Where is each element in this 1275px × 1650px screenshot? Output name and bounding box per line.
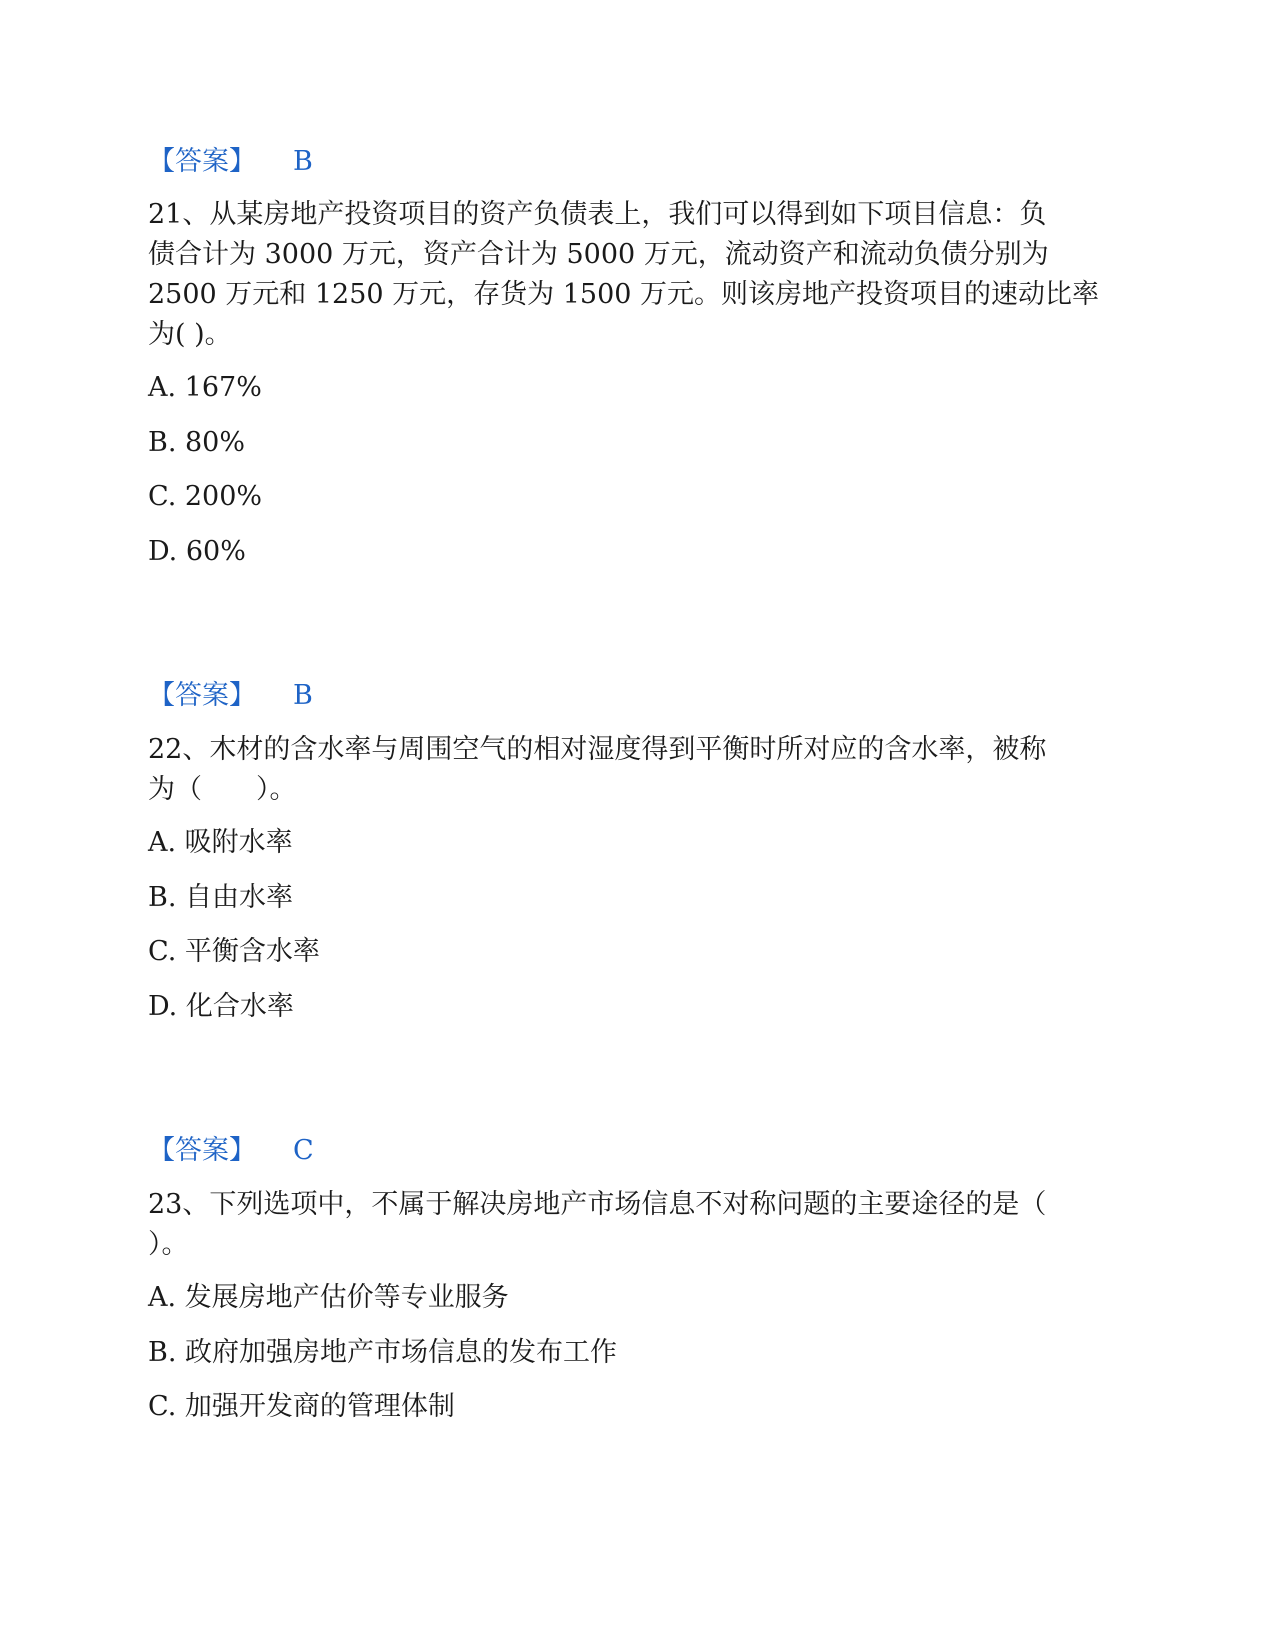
answer-value: B (293, 146, 313, 177)
option-a: A. 167% (148, 372, 262, 403)
question-22-line-2: 为（ ）。 (148, 774, 297, 805)
question-21-line-2: 债合计为 3000 万元，资产合计为 5000 万元，流动资产和流动负债分别为 (148, 239, 1049, 270)
question-21-line-3: 2500 万元和 1250 万元，存货为 1500 万元。则该房地产投资项目的速动比率 (148, 279, 1100, 310)
option-c: C. 加强开发商的管理体制 (148, 1391, 455, 1422)
option-b: B. 自由水率 (148, 882, 294, 913)
option-c: C. 平衡含水率 (148, 936, 320, 967)
question-23-line-1: 23、下列选项中，不属于解决房地产市场信息不对称问题的主要途径的是（ (148, 1189, 1047, 1220)
option-d: D. 60% (148, 536, 246, 567)
option-d: D. 化合水率 (148, 991, 294, 1022)
option-c: C. 200% (148, 481, 263, 512)
option-b: B. 政府加强房地产市场信息的发布工作 (148, 1337, 618, 1368)
answer-value: C (293, 1135, 314, 1166)
question-21-line-4: 为( )。 (148, 319, 232, 350)
question-21-line-1: 21、从某房地产投资项目的资产负债表上，我们可以得到如下项目信息：负 (148, 199, 1047, 230)
option-a: A. 发展房地产估价等专业服务 (148, 1282, 509, 1313)
answer-label: 【答案】 (148, 1135, 256, 1166)
answer-value: B (293, 680, 313, 711)
answer-label: 【答案】 (148, 146, 256, 177)
option-a: A. 吸附水率 (148, 827, 293, 858)
question-23-line-2: ）。 (148, 1229, 189, 1260)
question-22-line-1: 22、木材的含水率与周围空气的相对湿度得到平衡时所对应的含水率，被称 (148, 734, 1047, 765)
answer-label: 【答案】 (148, 680, 256, 711)
option-b: B. 80% (148, 427, 246, 458)
